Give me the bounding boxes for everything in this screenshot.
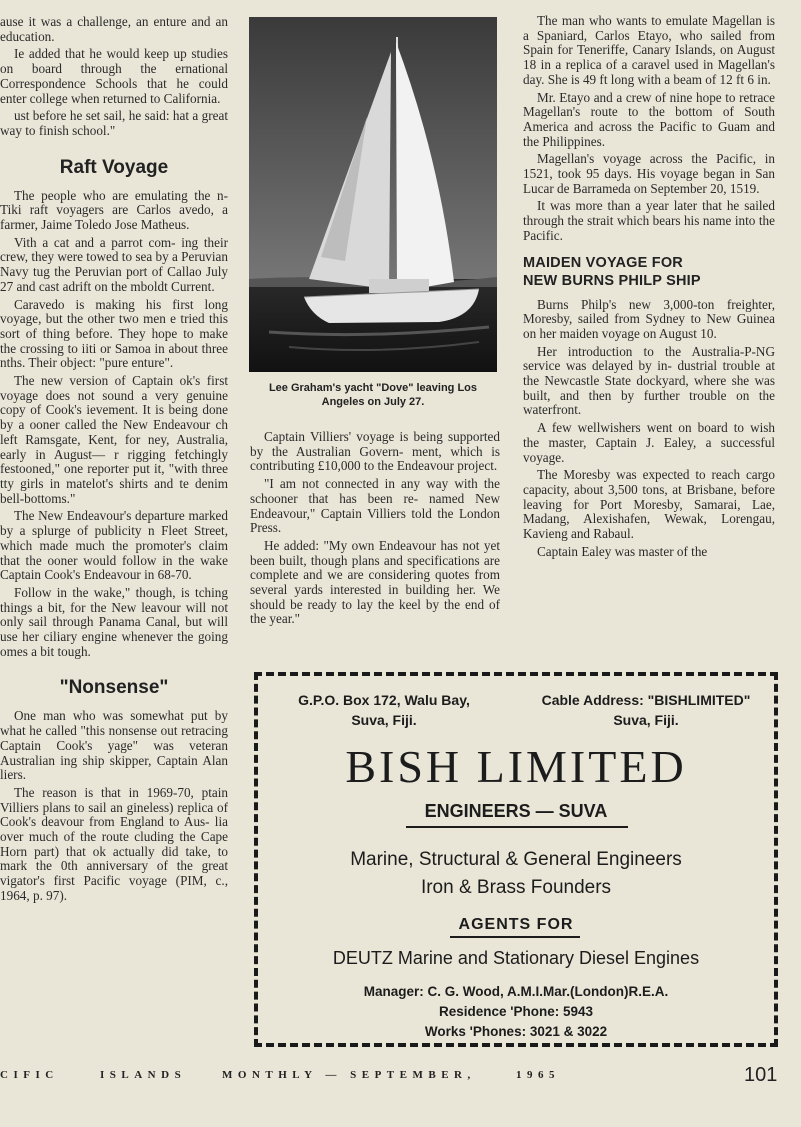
footer-year: 1965 <box>516 1069 560 1081</box>
paragraph: He added: "My own Endeavour has not yet been built, though plans and specifications are complete and we are considering quotes from several yards interested in building her. We should be ready to lay the keel by the end of the year." <box>250 537 500 627</box>
article-column-right <box>523 14 775 563</box>
paragraph: Ie added that he would keep up studies on board through the ernational Correspondence Schools that he could enter college when returned to California. <box>0 46 228 106</box>
services-line: Marine, Structural & General Engineers <box>350 849 682 870</box>
company-name: BISH LIMITED <box>345 741 687 792</box>
yacht-illustration <box>249 17 497 372</box>
paragraph: The people who are emulating the n-Tiki raft voyagers are Carlos avedo, a farmer, Jaime Toledo Jose Matheus. <box>0 187 228 233</box>
agents-heading: AGENTS FOR <box>458 916 574 933</box>
divider <box>406 826 628 828</box>
heading-line: MAIDEN VOYAGE FOR <box>523 254 683 271</box>
paragraph: Her introduction to the Australia-P-NG service was delayed by in- dustrial trouble at the Newcastle State dockyard, where she was built, and then by further trouble on the waterfront. <box>523 343 775 418</box>
footer-monthly: MONTHLY — SEPTEMBER, <box>222 1069 476 1081</box>
paragraph: Caravedo is making his first long voyage, but the other two men e tried this sort of thing before. They hope to make the crossing to iiti or Samoa in about three nths. Their object: "pure enture". <box>0 296 228 371</box>
paragraph: Burns Philp's new 3,000-ton freighter, Moresby, sailed from Sydney to New Guinea on her maiden voyage on August 10. <box>523 296 775 341</box>
paragraph: "I am not connected in any way with the schooner that has been re- named New Endeavour," Captain Villiers told the London Press. <box>250 476 500 536</box>
paragraph: The New Endeavour's departure marked by a splurge of publicity n Fleet Street, which made much the promoter's claim that the ooner would follow in the wake Captain Cook's Endeavour in 68-70. <box>0 508 228 583</box>
section-heading-maiden-voyage <box>523 254 775 290</box>
article-column-middle <box>250 430 500 630</box>
paragraph: It was more than a year later that he sailed through the strait which bears his name into the Pacific. <box>523 198 775 243</box>
paragraph: The Moresby was expected to reach cargo capacity, about 3,500 tons, at Brisbane, before leaving for Port Moresby, Samarai, Lae, Madang, Alexishafen, Wewak, Lorengau, Kavieng and Rabaul. <box>523 467 775 542</box>
company-tagline: ENGINEERS — SUVA <box>424 801 608 821</box>
contact-details: Manager: C. G. Wood, A.M.I.Mar.(London)R.E.A. Residence 'Phone: 5943 Works 'Phones: 3021 & 3022 <box>363 984 669 1039</box>
paragraph: The reason is that in 1969-70, ptain Villiers plans to sail an gineless) replica of Cook's deavour from England to Aus- lia over much of the route cluding the Cape Horn part) that ok actually did take, to mark the 0th anniversary of the great vigator's first Pacific voyage (PIM, c., 1964, p. 97). <box>0 784 228 903</box>
paragraph: Follow in the wake," though, is tching things a bit, for the New leavour will not only sail through Panama Canal, but will use her ciliary engine whenever the going omes a bit tough. <box>0 584 228 659</box>
deutz-line: DEUTZ Marine and Stationary Diesel Engines <box>332 948 700 968</box>
bish-limited-advertisement <box>254 672 778 1047</box>
heading-line: NEW BURNS PHILP SHIP <box>523 272 701 289</box>
divider <box>450 936 580 938</box>
paragraph: ause it was a challenge, an enture and an education. <box>0 14 228 44</box>
paragraph: Captain Ealey was master of the <box>537 543 708 559</box>
cable-address: Cable Address: "BISHLIMITED" Suva, Fiji. <box>541 692 751 728</box>
paragraph: Captain Villiers' voyage is being supported by the Australian Govern- ment, which is contributing £10,000 to the Endeavour project. <box>250 429 500 474</box>
page-footer <box>0 1061 801 1101</box>
photo-caption: Lee Graham's yacht "Dove" leaving Los Angeles on July 27. <box>268 382 478 408</box>
section-heading-raft-voyage: Raft Voyage <box>59 156 169 178</box>
paragraph: Mr. Etayo and a crew of nine hope to retrace Magellan's route to the bottom of South America and across the Pacific to Guam and the Philippines. <box>523 89 775 149</box>
paragraph: A few wellwishers went on board to wish the master, Captain J. Ealey, a successful voyage. <box>523 420 775 465</box>
po-box-address: G.P.O. Box 172, Walu Bay, Suva, Fiji. <box>298 692 470 728</box>
paragraph: Magellan's voyage across the Pacific, in 1521, took 95 days. His voyage began in San Lucar de Barrameda on September 20, 1519. <box>523 151 775 196</box>
footer-pacific: CIFIC <box>0 1069 59 1081</box>
services-line: Iron & Brass Founders <box>420 877 612 898</box>
page-number: 101 <box>744 1064 778 1086</box>
footer-islands: ISLANDS <box>100 1069 187 1081</box>
paragraph: Vith a cat and a parrot com- ing their crew, they were towed to sea by a Peruvian Navy tug the Peruvian port of Callao July 27 and cast adrift on the mboldt Current. <box>0 234 229 294</box>
paragraph: One man who was somewhat put by what he called "this nonsense out retracing Captain Cook's yage" was veteran Australian ing ship skipper, Captain Alan liers. <box>0 708 228 783</box>
section-heading-nonsense: "Nonsense" <box>59 677 169 699</box>
paragraph: The man who wants to emulate Magellan is a Spaniard, Carlos Etayo, who sailed from Spain for Teneriffe, Canary Islands, on August 18 in a replica of a caravel used in Magellan's day. She is 49 ft long with a beam of 12 ft 6 in. <box>523 13 775 87</box>
yacht-photo <box>249 17 497 372</box>
article-column-left <box>0 15 228 907</box>
paragraph: The new version of Captain ok's first voyage does not sound a very genuine copy of Cook's ievement. It is being done by a ooner called the New Endeavour ch left Ramsgate, Kent, for ney, Australia, early in August— r rigging fetchingly festooned," one reporter put it, "with three tty girls in matelot's shirts and te denim bell-bottoms." <box>0 373 228 506</box>
paragraph: ust before he set sail, he said: hat a great way to finish school." <box>0 108 228 138</box>
